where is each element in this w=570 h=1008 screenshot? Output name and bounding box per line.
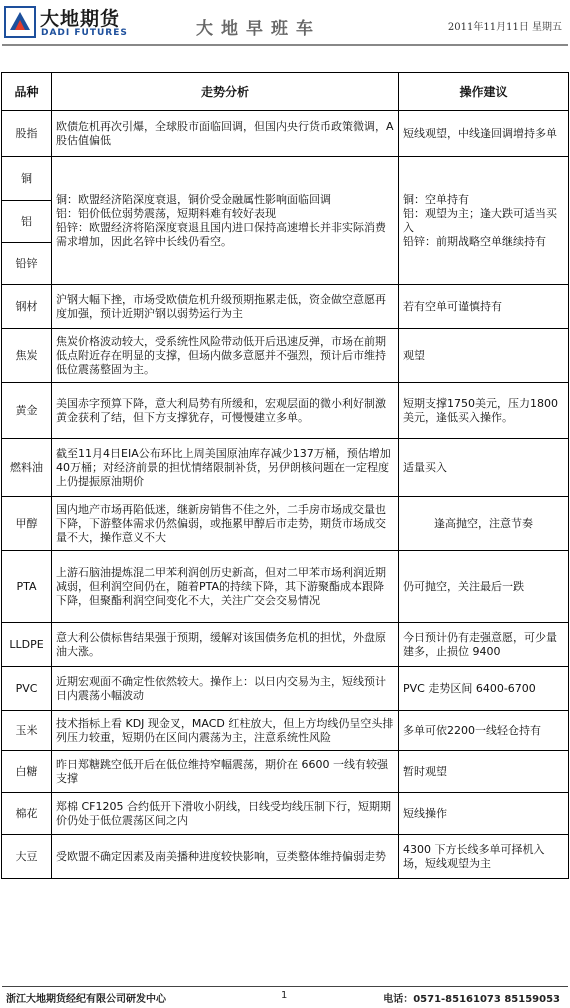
analysis-gold: 美国赤字预算下降，意大利局势有所缓和，宏观层面的微小利好制激黄金获利了结，但下方支撑犹存，可慢慢建立多单。 <box>52 383 399 439</box>
table-row <box>2 667 569 711</box>
analysis-corn: 技术指标上看 KDJ 现金叉，MACD 红柱放大，但上方均线仍呈空头排列压力较重，短期仍在区间内震荡为主，注意系统性风险 <box>52 711 399 751</box>
table-row <box>2 285 569 329</box>
analysis-methanol: 国内地产市场再陷低迷，继新房销售不佳之外，二手房市场成交量也下降，下游整体需求仍然偏弱，或拖累甲醇后市走势，期货市场成交量不大，操作意义不大 <box>52 497 399 551</box>
analysis-stock-index: 欧债危机再次引爆，全球股市面临回调，但国内央行货币政策微调，A股估值偏低 <box>52 111 399 157</box>
header-category: 品种 <box>2 73 52 111</box>
category-copper: 铜 <box>2 157 52 201</box>
advice-steel: 若有空单可谨慎持有 <box>399 285 569 329</box>
category-lldpe: LLDPE <box>2 623 52 667</box>
company-logo <box>4 4 154 42</box>
category-coke: 焦炭 <box>2 329 52 383</box>
header-divider <box>2 44 568 46</box>
table-row <box>2 623 569 667</box>
advice-stock-index: 短线观望，中线逢回调增持多单 <box>399 111 569 157</box>
table-row <box>2 751 569 793</box>
report-header <box>0 0 570 46</box>
analysis-cotton: 郑棉 CF1205 合约低开下滑收小阴线，日线受均线压制下行，短期期价仍处于低位震荡区间之内 <box>52 793 399 835</box>
advice-gold: 短期支撑1750美元，压力1800美元，逢低买入操作。 <box>399 383 569 439</box>
category-corn: 玉米 <box>2 711 52 751</box>
advice-sugar: 暂时观望 <box>399 751 569 793</box>
category-pvc: PVC <box>2 667 52 711</box>
analysis-fuel-oil: 截至11月4日EIA公布环比上周美国原油库存减少137万桶，预估增加40万桶；对经济前景的担忧情绪限制补货，另伊朗核问题在一定程度上仍提振原油期价 <box>52 439 399 497</box>
advice-fuel-oil: 适量买入 <box>399 439 569 497</box>
table-row <box>2 383 569 439</box>
table-row <box>2 793 569 835</box>
category-methanol: 甲醇 <box>2 497 52 551</box>
header-advice: 操作建议 <box>399 73 569 111</box>
category-sugar: 白糖 <box>2 751 52 793</box>
category-steel: 钢材 <box>2 285 52 329</box>
category-pta: PTA <box>2 551 52 623</box>
category-lead-zinc: 铅锌 <box>2 243 52 285</box>
footer-divider <box>2 986 568 987</box>
dadi-logo-icon <box>4 6 36 38</box>
category-fuel-oil: 燃料油 <box>2 439 52 497</box>
category-gold: 黄金 <box>2 383 52 439</box>
footer-page-number: 1 <box>281 990 288 1001</box>
advice-pta: 仍可抛空，关注最后一跌 <box>399 551 569 623</box>
footer-company: 浙江大地期货经纪有限公司研发中心 <box>6 994 166 1005</box>
category-cotton: 棉花 <box>2 793 52 835</box>
report-title: 大地早班车 <box>196 19 321 39</box>
analysis-pvc: 近期宏观面不确定性依然较大。操作上：以日内交易为主，短线预计日内震荡小幅波动 <box>52 667 399 711</box>
analysis-steel: 沪钢大幅下挫，市场受欧债危机升级预期拖累走低，资金做空意愿再度加强，预计近期沪钢以弱势运行为主 <box>52 285 399 329</box>
advice-soybean: 4300 下方长线多单可择机入场，短线观望为主 <box>399 835 569 879</box>
table-row <box>2 111 569 157</box>
advice-coke: 观望 <box>399 329 569 383</box>
table-row <box>2 439 569 497</box>
footer-phone: 电话：0571-85161073 85159053 <box>383 994 560 1005</box>
analysis-soybean: 受欧盟不确定因素及南美播种进度较快影响，豆类整体维持偏弱走势 <box>52 835 399 879</box>
category-soybean: 大豆 <box>2 835 52 879</box>
advice-methanol: 逢高抛空，注意节奏 <box>399 497 569 551</box>
analysis-coke: 焦炭价格波动较大，受系统性风险带动低开后迅速反弹，市场在前期低点附近存在明显的支撑，但场内做多意愿并不强烈，预计后市维持低位震荡整固为主。 <box>52 329 399 383</box>
table-row <box>2 497 569 551</box>
advice-corn: 多单可依2200一线轻仓持有 <box>399 711 569 751</box>
advice-nonferrous: 铜：空单持有 铝：观望为主；逢大跌可适当买入 铅锌：前期战略空单继续持有 <box>399 157 569 285</box>
logo-english-name: DADI FUTURES <box>41 28 128 38</box>
table-row <box>2 711 569 751</box>
table-row <box>2 835 569 879</box>
advice-lldpe: 今日预计仍有走强意愿，可少量建多，止损位 9400 <box>399 623 569 667</box>
analysis-sugar: 昨日郑糖跳空低开后在低位维持窄幅震荡，期价在 6600 一线有较强支撑 <box>52 751 399 793</box>
category-aluminum: 铝 <box>2 201 52 243</box>
report-date: 2011年11月11日 星期五 <box>447 22 562 33</box>
table-row <box>2 157 569 201</box>
table-row <box>2 551 569 623</box>
header-analysis: 走势分析 <box>52 73 399 111</box>
analysis-nonferrous: 铜：欧盟经济陷深度衰退，铜价受金融属性影响面临回调 铝：铝价低位弱势震荡，短期料难有较好表现 铅锌：欧盟经济将陷深度衰退且国内进口保持高速增长并非实际消费需求增加，因此名锌中长线仍看空。 <box>52 157 399 285</box>
analysis-lldpe: 意大利公债标售结果强于预期，缓解对该国债务危机的担忧，外盘原油大涨。 <box>52 623 399 667</box>
table-header-row <box>2 73 569 111</box>
commodity-table <box>1 72 569 879</box>
logo-chinese-name: 大地期货 <box>40 8 121 30</box>
table-row <box>2 329 569 383</box>
analysis-pta: 上游石脑油提炼混二甲苯利润创历史新高，但对二甲苯市场利润近期减弱，但利润空间仍在，随着PTA的持续下降，其下游聚酯成本跟降下降，但聚酯利润空间变化不大，关注广交会交易情况 <box>52 551 399 623</box>
category-stock-index: 股指 <box>2 111 52 157</box>
advice-pvc: PVC 走势区间 6400-6700 <box>399 667 569 711</box>
advice-cotton: 短线操作 <box>399 793 569 835</box>
